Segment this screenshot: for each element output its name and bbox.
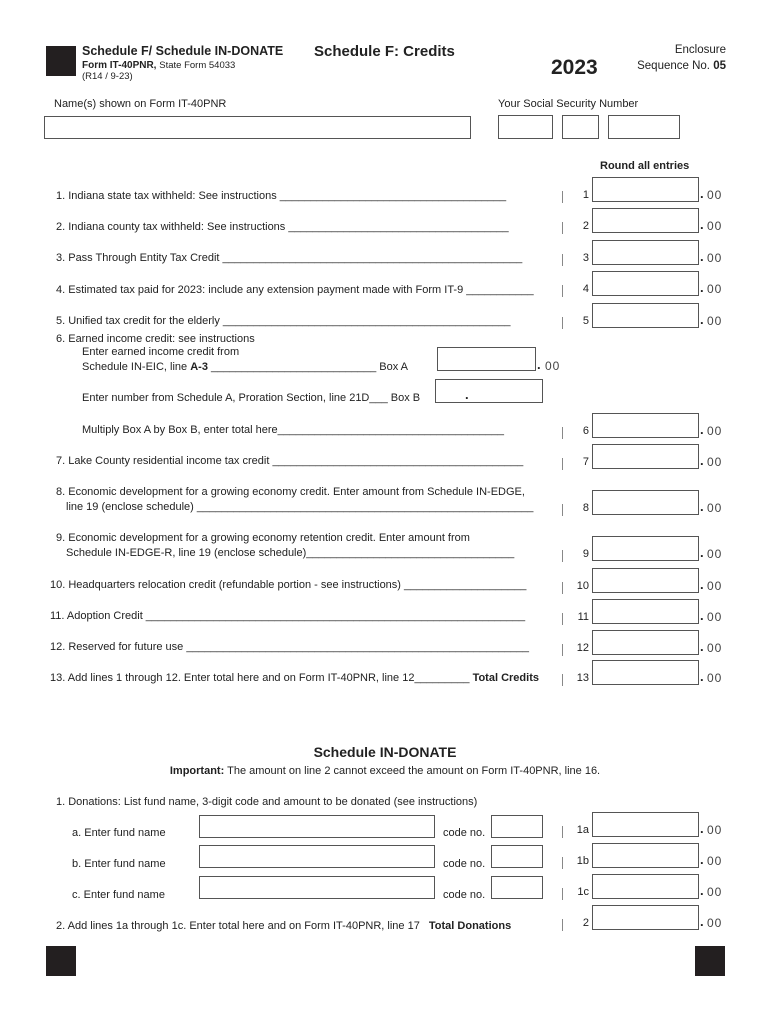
- line10-line-number: 10: [576, 580, 589, 592]
- registration-mark-bottom-right: [695, 946, 725, 976]
- registration-mark-bottom-left: [46, 946, 76, 976]
- donate-line2-tick: [562, 919, 563, 931]
- donate-line1a-tick: [562, 826, 563, 838]
- line6-box-a-bold: A-3: [190, 361, 208, 373]
- line11-tick: [562, 613, 563, 625]
- line13-tick: [562, 674, 563, 686]
- important-label: Important:: [169, 765, 225, 777]
- enclosure-label: Enclosure: [674, 44, 726, 56]
- line3-tick: [562, 254, 563, 266]
- names-input[interactable]: [44, 116, 471, 139]
- line5-amount-input[interactable]: [592, 303, 699, 328]
- fund-a-code-input[interactable]: [491, 815, 543, 838]
- line4-cents: 00: [707, 282, 723, 296]
- line6-box-b-text: Enter number from Schedule A, Proration Section, line 21D___ Box B: [82, 392, 421, 404]
- fund-c-name-input[interactable]: [199, 876, 435, 899]
- line11-line-number: 11: [577, 611, 589, 623]
- donate-line1c-amount-input[interactable]: [592, 874, 699, 899]
- line9-line-number: 9: [582, 548, 589, 560]
- box-b-input[interactable]: [435, 379, 543, 403]
- line4-tick: [562, 285, 563, 297]
- line5-decimal: .: [700, 312, 704, 327]
- revision: (R14 / 9-23): [82, 71, 133, 82]
- line7-cents: 00: [707, 455, 723, 469]
- line13-desc: 13. Add lines 1 through 12. Enter total here and on Form IT-40PNR, line 12_________: [50, 672, 470, 684]
- round-entries-label: Round all entries: [600, 160, 690, 172]
- fund-b-code-label: code no.: [443, 858, 486, 870]
- donate-line1b-tick: [562, 857, 563, 869]
- ssn-part1-input[interactable]: [498, 115, 553, 139]
- line11-amount-input[interactable]: [592, 599, 699, 624]
- line11-decimal: .: [700, 608, 704, 623]
- line6-tick: [562, 427, 563, 439]
- line7-line-number: 7: [582, 456, 589, 468]
- main-title: Schedule F: Credits: [314, 43, 455, 60]
- line13-line-number: 13: [576, 672, 589, 684]
- line9-amount-input[interactable]: [592, 536, 699, 561]
- line12-decimal: .: [700, 639, 704, 654]
- sequence-number: [620, 60, 726, 72]
- line12-amount-input[interactable]: [592, 630, 699, 655]
- line3-cents: 00: [707, 251, 723, 265]
- total-donations-label: Total Donations: [428, 920, 512, 932]
- line6-box-a-pre: Schedule IN-EIC, line: [82, 361, 191, 373]
- line9-text-1: 9. Economic development for a growing economy retention credit. Enter amount from: [56, 532, 470, 544]
- line8-tick: [562, 504, 563, 516]
- donate-line2-decimal: .: [700, 914, 704, 929]
- registration-mark-top-left: [46, 46, 76, 76]
- line4-line-number: 4: [582, 283, 589, 295]
- line8-text-1: 8. Economic development for a growing economy credit. Enter amount from Schedule IN-EDGE,: [56, 486, 525, 498]
- donate-line1a-line-number: 1a: [576, 824, 589, 836]
- box-a-decimal: .: [537, 357, 541, 372]
- donate-line2-text: [56, 920, 511, 933]
- important-text: The amount on line 2 cannot exceed the amount on Form IT-40PNR, line 16.: [224, 765, 601, 777]
- ssn-part3-input[interactable]: [608, 115, 680, 139]
- line10-tick: [562, 582, 563, 594]
- line8-decimal: .: [700, 499, 704, 514]
- line13-decimal: .: [700, 669, 704, 684]
- line13-amount-input[interactable]: [592, 660, 699, 685]
- line6-enter-text: Enter earned income credit from: [82, 346, 240, 358]
- line1-tick: [562, 191, 563, 203]
- line1-text: 1. Indiana state tax withheld: See instructions _____________________________________: [56, 190, 507, 202]
- line2-text: 2. Indiana county tax withheld: See instructions ____________________________________: [56, 221, 509, 233]
- line8-amount-input[interactable]: [592, 490, 699, 515]
- donate-line1b-decimal: .: [700, 852, 704, 867]
- line1-line-number: 1: [582, 189, 589, 201]
- box-a-input[interactable]: [437, 347, 536, 371]
- donate-line1b-amount-input[interactable]: [592, 843, 699, 868]
- line6-heading: 6. Earned income credit: see instructions: [56, 333, 255, 345]
- line12-text: 12. Reserved for future use ________________________________________________________: [50, 641, 529, 653]
- line9-cents: 00: [707, 547, 723, 561]
- line4-text: 4. Estimated tax paid for 2023: include any extension payment made with Form IT-9 ___________: [56, 284, 534, 296]
- donate-line1a-amount-input[interactable]: [592, 812, 699, 837]
- donations-heading: 1. Donations: List fund name, 3-digit code and amount to be donated (see instructions): [56, 796, 478, 808]
- line10-cents: 00: [707, 579, 723, 593]
- line3-text: 3. Pass Through Entity Tax Credit _________________________________________________: [56, 252, 523, 264]
- line5-cents: 00: [707, 314, 723, 328]
- box-a-cents: 00: [545, 359, 561, 373]
- state-form: State Form 54033: [159, 60, 236, 71]
- donate-line2-desc: 2. Add lines 1a through 1c. Enter total here and on Form IT-40PNR, line 17: [56, 920, 420, 932]
- line5-tick: [562, 317, 563, 329]
- line1-cents: 00: [707, 188, 723, 202]
- total-credits-label: Total Credits: [472, 672, 539, 684]
- line7-decimal: .: [700, 453, 704, 468]
- line10-decimal: .: [700, 577, 704, 592]
- line6-multiply-text: Multiply Box A by Box B, enter total here_____________________________________: [82, 424, 505, 436]
- line6-box-a-post: ___________________________ Box A: [207, 361, 408, 373]
- line5-text: 5. Unified tax credit for the elderly _______________________________________________: [56, 315, 511, 327]
- line8-text-2: line 19 (enclose schedule) _______________________________________________________: [66, 501, 534, 513]
- line11-cents: 00: [707, 610, 723, 624]
- donate-line1c-tick: [562, 888, 563, 900]
- fund-b-name-input[interactable]: [199, 845, 435, 868]
- line9-text-2: Schedule IN-EDGE-R, line 19 (enclose schedule)__________________________________: [66, 547, 515, 559]
- line12-cents: 00: [707, 641, 723, 655]
- form-name-line: [82, 60, 235, 71]
- line2-amount-input[interactable]: [592, 208, 699, 233]
- sequence-value: 05: [713, 60, 726, 72]
- schedule-title: Schedule F/ Schedule IN-DONATE: [82, 44, 284, 58]
- donate-line1c-line-number: 1c: [577, 886, 589, 898]
- donate-line2-line-number: 2: [582, 917, 589, 929]
- form-name: Form IT-40PNR,: [82, 60, 157, 71]
- line2-decimal: .: [700, 217, 704, 232]
- fund-a-code-label: code no.: [443, 827, 486, 839]
- line10-amount-input[interactable]: [592, 568, 699, 593]
- fund-b-code-input[interactable]: [491, 845, 543, 868]
- line2-tick: [562, 222, 563, 234]
- line3-decimal: .: [700, 249, 704, 264]
- line5-line-number: 5: [582, 315, 589, 327]
- tax-year: 2023: [551, 56, 598, 79]
- donate-line2-cents: 00: [707, 916, 723, 930]
- donate-title: Schedule IN-DONATE: [313, 744, 457, 760]
- donate-line1a-cents: 00: [707, 823, 723, 837]
- fund-a-label: a. Enter fund name: [72, 827, 166, 839]
- line9-tick: [562, 550, 563, 562]
- donate-important: [0, 765, 770, 777]
- line8-cents: 00: [707, 501, 723, 515]
- line6-cents: 00: [707, 424, 723, 438]
- donate-line1b-cents: 00: [707, 854, 723, 868]
- donate-line1a-decimal: .: [700, 821, 704, 836]
- line10-text: 10. Headquarters relocation credit (refundable portion - see instructions) ____________________: [50, 579, 527, 591]
- line11-text: 11. Adoption Credit ______________________________________________________________: [50, 610, 526, 622]
- line12-line-number: 12: [576, 642, 589, 654]
- fund-b-label: b. Enter fund name: [72, 858, 166, 870]
- line7-tick: [562, 458, 563, 470]
- box-b-decimal: .: [465, 387, 469, 402]
- fund-c-code-label: code no.: [443, 889, 486, 901]
- line3-line-number: 3: [582, 252, 589, 264]
- line1-amount-input[interactable]: [592, 177, 699, 202]
- line13-text: [50, 672, 539, 685]
- donate-line1b-line-number: 1b: [576, 855, 589, 867]
- fund-a-name-input[interactable]: [199, 815, 435, 838]
- line6-line-number: 6: [582, 425, 589, 437]
- donate-line1c-decimal: .: [700, 883, 704, 898]
- fund-c-label: c. Enter fund name: [72, 889, 165, 901]
- line2-line-number: 2: [582, 220, 589, 232]
- line4-decimal: .: [700, 280, 704, 295]
- line6-decimal: .: [700, 422, 704, 437]
- sequence-label: Sequence No.: [637, 60, 710, 72]
- donate-line1c-cents: 00: [707, 885, 723, 899]
- line12-tick: [562, 644, 563, 656]
- line4-amount-input[interactable]: [592, 271, 699, 296]
- fund-c-code-input[interactable]: [491, 876, 543, 899]
- line13-cents: 00: [707, 671, 723, 685]
- line2-cents: 00: [707, 219, 723, 233]
- line9-decimal: .: [700, 545, 704, 560]
- line8-line-number: 8: [582, 502, 589, 514]
- line6-amount-input[interactable]: [592, 413, 699, 438]
- donate-line2-amount-input[interactable]: [592, 905, 699, 930]
- ssn-part2-input[interactable]: [562, 115, 599, 139]
- line1-decimal: .: [700, 186, 704, 201]
- line3-amount-input[interactable]: [592, 240, 699, 265]
- ssn-label: Your Social Security Number: [498, 98, 639, 110]
- line6-box-a-text: [82, 361, 408, 374]
- line7-text: 7. Lake County residential income tax credit _________________________________________: [56, 455, 524, 467]
- line7-amount-input[interactable]: [592, 444, 699, 469]
- names-label: Name(s) shown on Form IT-40PNR: [54, 98, 227, 110]
